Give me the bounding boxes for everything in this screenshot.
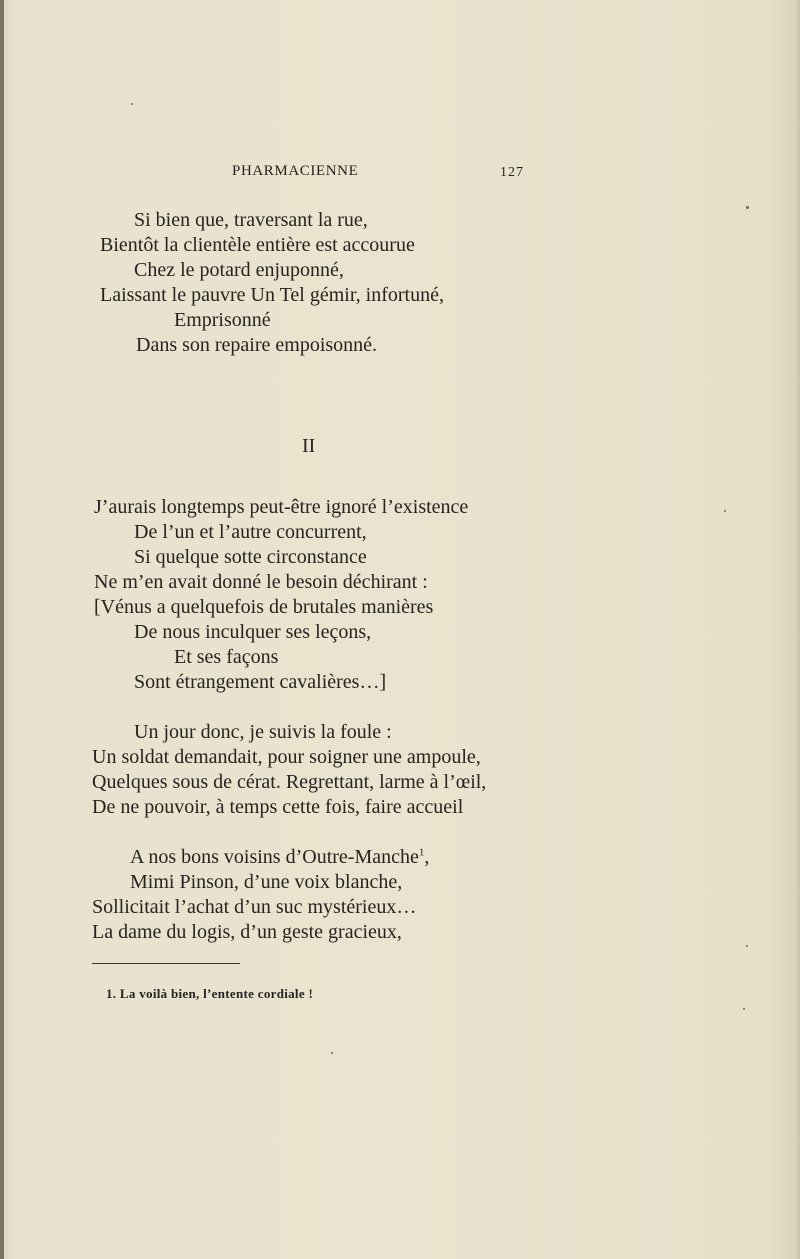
poem-line: Bientôt la clientèle entière est accourue bbox=[100, 234, 415, 256]
poem-line: J’aurais longtemps peut-être ignoré l’existence bbox=[94, 496, 469, 518]
paper-speck bbox=[746, 945, 748, 947]
poem-line-text: A nos bons voisins d’Outre-Manche bbox=[130, 846, 419, 868]
paper-speck bbox=[724, 510, 726, 512]
poem-line: Et ses façons bbox=[174, 646, 279, 668]
poem-line: Dans son repaire empoisonné. bbox=[136, 334, 378, 356]
poem-line-punctuation: , bbox=[424, 846, 430, 868]
running-head-title: PHARMACIENNE bbox=[232, 163, 359, 179]
poem-line: [Vénus a quelquefois de brutales manières bbox=[94, 596, 434, 618]
footnote-marker: 1 bbox=[418, 846, 425, 859]
poem-line: De l’un et l’autre concurrent, bbox=[134, 521, 367, 543]
poem-line: Ne m’en avait donné le besoin déchirant : bbox=[94, 571, 428, 593]
paper-speck bbox=[131, 103, 133, 105]
page-spine-edge bbox=[0, 0, 4, 1259]
poem-line: Laissant le pauvre Un Tel gémir, infortuné, bbox=[100, 284, 444, 306]
poem-line: Emprisonné bbox=[174, 309, 271, 331]
poem-line: Sont étrangement cavalières…] bbox=[134, 671, 387, 693]
paper-speck bbox=[746, 206, 749, 209]
section-number: II bbox=[302, 435, 316, 457]
page-number: 127 bbox=[500, 165, 524, 180]
footnote-divider bbox=[92, 963, 240, 964]
poem-line: Si quelque sotte circonstance bbox=[134, 546, 367, 568]
poem-line: Chez le potard enjuponné, bbox=[134, 259, 344, 281]
poem-line bbox=[130, 845, 429, 869]
poem-line: De ne pouvoir, à temps cette fois, faire accueil bbox=[92, 796, 464, 818]
poem-line: Si bien que, traversant la rue, bbox=[134, 209, 368, 231]
poem-line: La dame du logis, d’un geste gracieux, bbox=[92, 921, 402, 943]
poem-line: Un soldat demandait, pour soigner une ampoule, bbox=[92, 746, 481, 768]
paper-speck bbox=[743, 1008, 745, 1010]
poem-line: Sollicitait l’achat d’un suc mystérieux… bbox=[92, 896, 417, 918]
footnote-text: 1. La voilà bien, l’entente cordiale ! bbox=[106, 986, 314, 1001]
poem-line: Quelques sous de cérat. Regrettant, larme à l’œil, bbox=[92, 771, 487, 793]
poem-line: De nous inculquer ses leçons, bbox=[134, 621, 372, 643]
paper-speck bbox=[331, 1052, 333, 1054]
poem-line: Un jour donc, je suivis la foule : bbox=[134, 721, 392, 743]
poem-line: Mimi Pinson, d’une voix blanche, bbox=[130, 871, 403, 893]
